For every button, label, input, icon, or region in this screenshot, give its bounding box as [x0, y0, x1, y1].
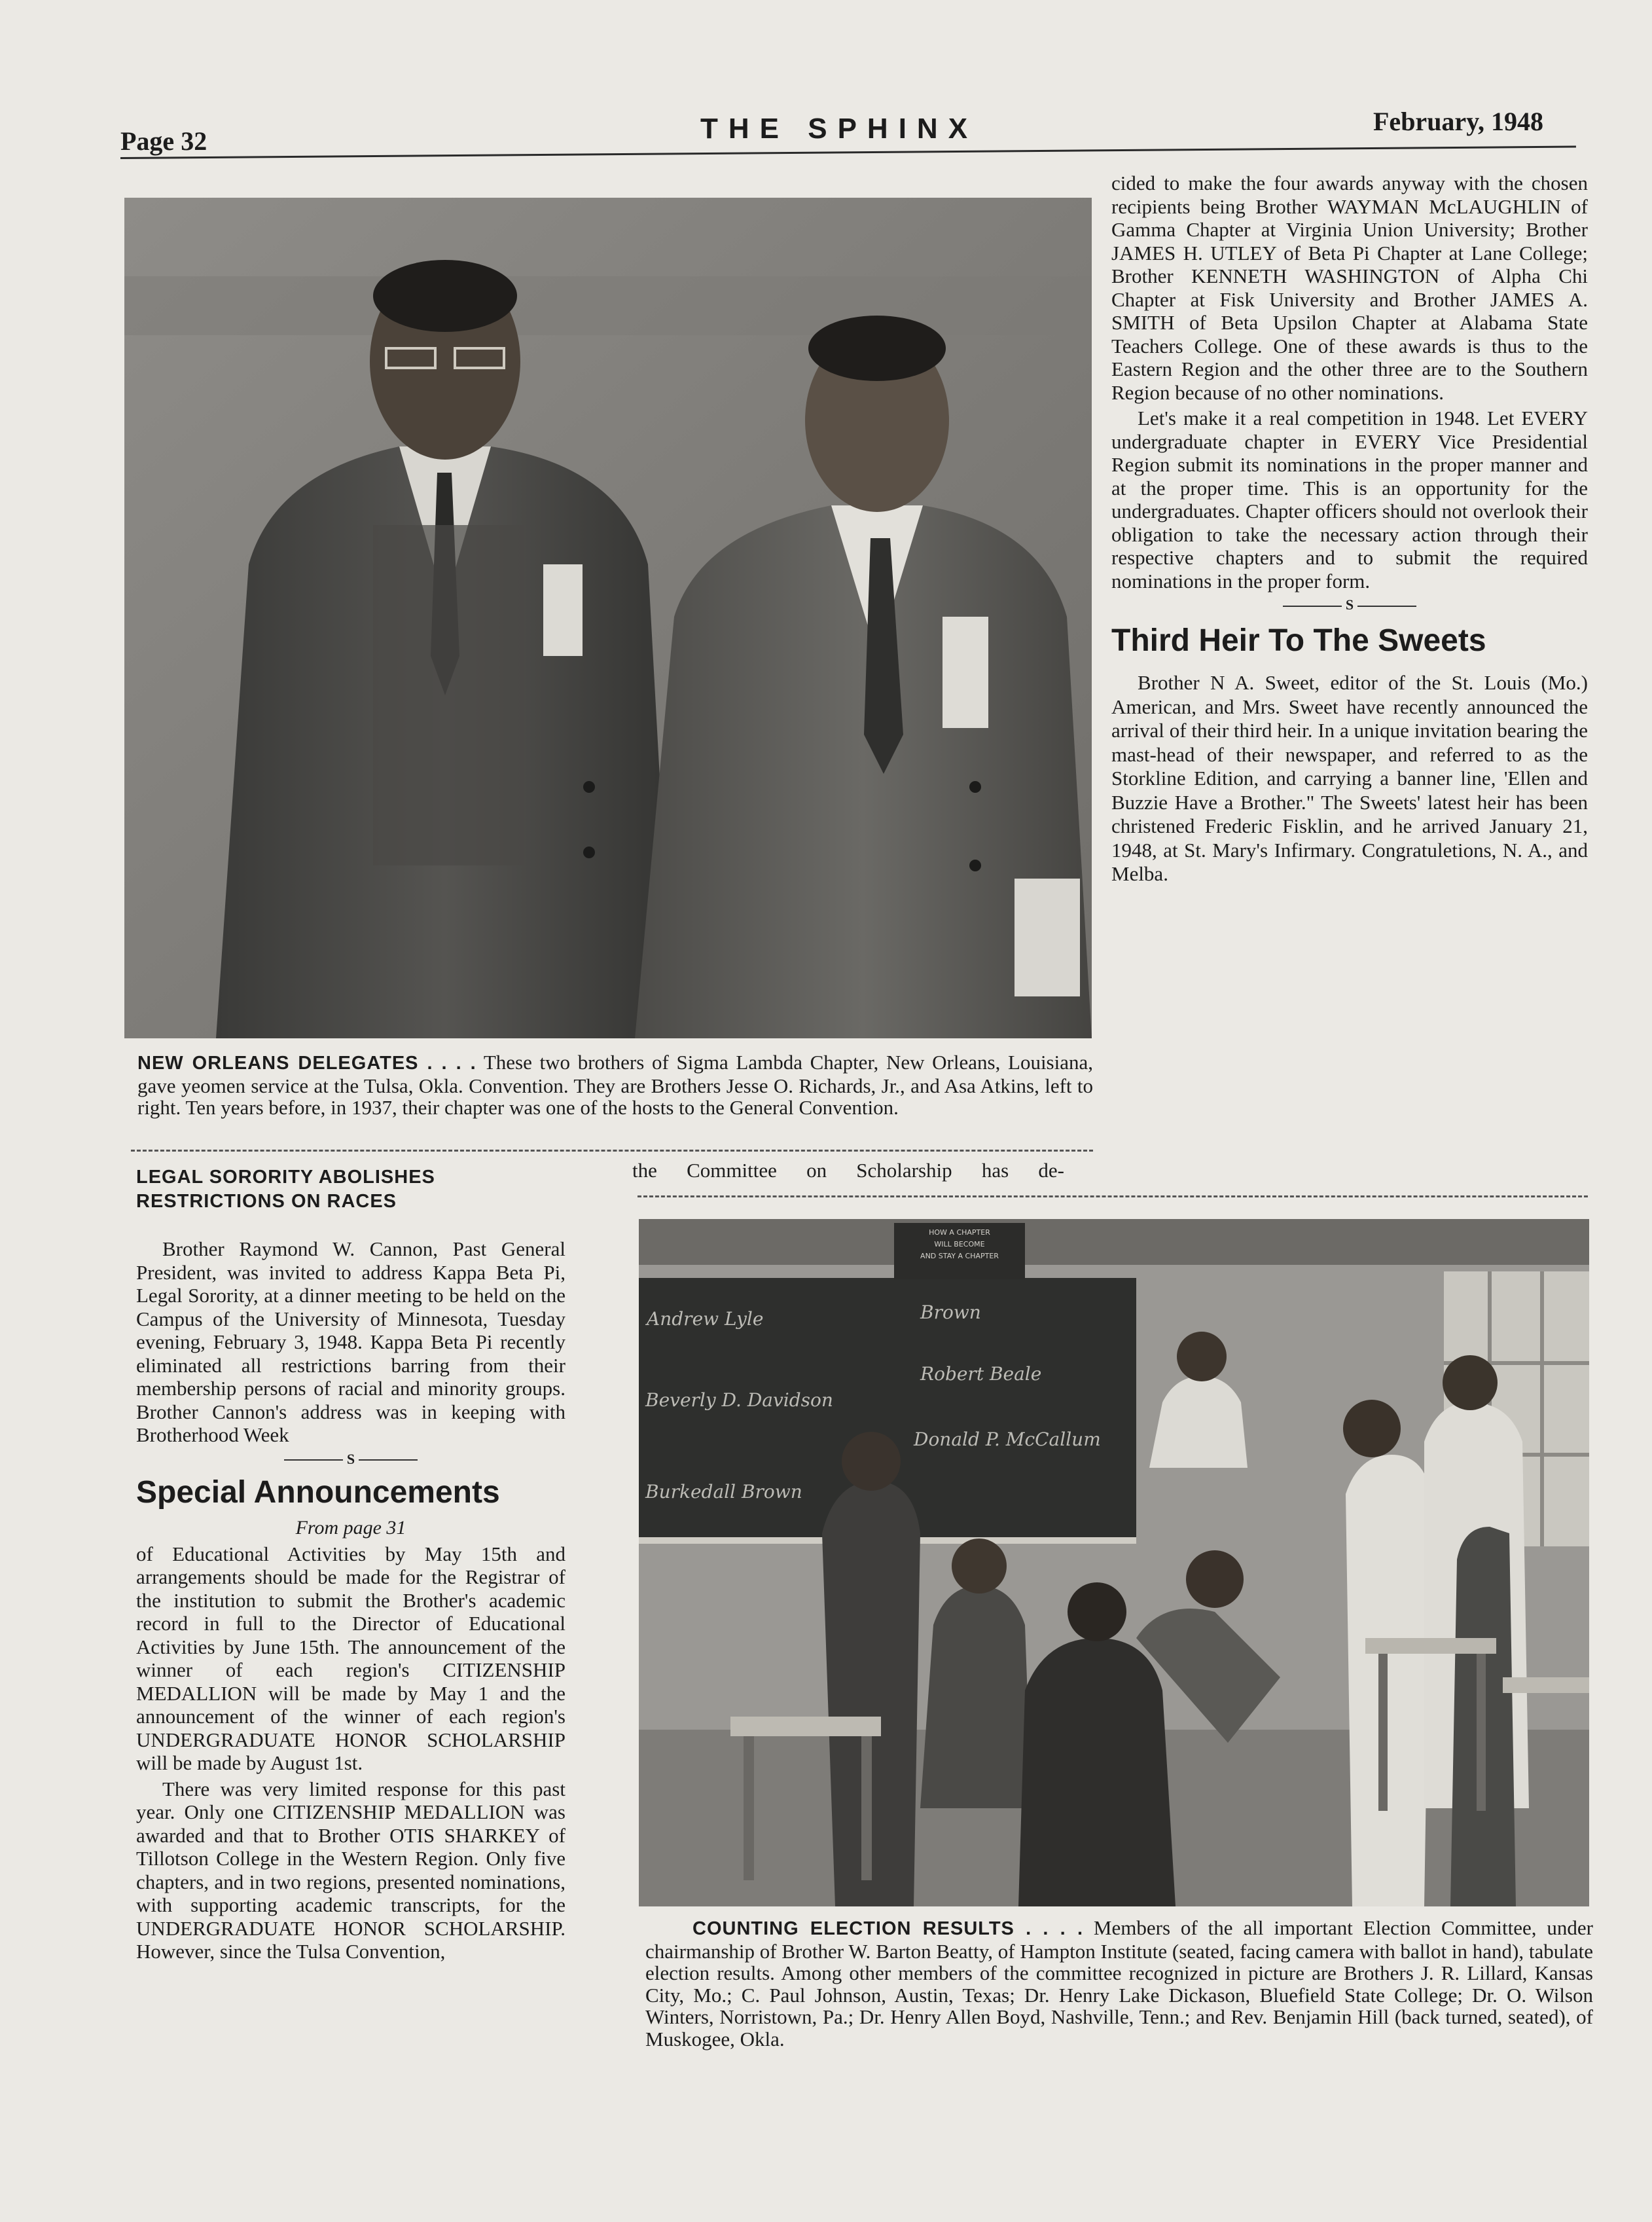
sorority-paragraph: Brother Raymond W. Cannon, Past General President, was invited to address Kappa Beta Pi, Legal Sorority, at a dinner meeting to be held on the Campus of the University of Minnesota, Tuesday evening, February 3, 1948. Kappa Beta Pi recently eliminated all restrictions barring from their membership persons of racial and minority groups. Brother Cannon's address was in keeping with Brotherhood Week: [136, 1237, 566, 1446]
counting-election-results-photo: [639, 1219, 1589, 1906]
top-photo-caption: [137, 1051, 1093, 1119]
chalkboard-name: Donald P. McCallum: [914, 1429, 1101, 1450]
chalkboard-name: Andrew Lyle: [647, 1308, 764, 1330]
top-caption-lead: NEW ORLEANS DELEGATES . . . .: [137, 1053, 476, 1074]
continued-from-note: From page 31: [295, 1516, 406, 1539]
announcements-separator: S: [136, 1451, 566, 1468]
bottom-photo-caption: [645, 1917, 1593, 2050]
special-announcements-heading: Special Announcements: [136, 1474, 500, 1510]
page-number: Page 32: [120, 126, 207, 156]
bottom-caption-lead: COUNTING ELECTION RESULTS . . . .: [692, 1918, 1084, 1939]
right-column: [1111, 172, 1588, 886]
classroom-sign: HOW A CHAPTER WILL BECOME AND STAY A CHAPTER: [920, 1228, 999, 1260]
chalkboard-name: Brown: [920, 1302, 981, 1323]
sorority-heading: LEGAL SORORITY ABOLISHES RESTRICTIONS ON RACES: [136, 1167, 435, 1212]
bottom-caption-text: Members of the all important Election Committee, under chairmanship of Brother W. Barton Beatty, of Hampton Institute (seated, facing camera with ballot in hand), tabulate election results. Among other members of the committee recognized in picture are Brothers J. R. Lillard, Kansas City, Mo.; C. Paul Johnson, Austin, Texas; Dr. Henry Lake Dickason, Bluefield State College; Dr. O. Wilson Winters, Norristown, Pa.; Dr. Henry Allen Boyd, Nashville, Tenn.; and Rev. Benjamin Hill (back turned, seated), of Muskogee, Okla.: [645, 1916, 1593, 2050]
chalkboard-name: Beverly D. Davidson: [645, 1389, 833, 1411]
third-heir-heading: Third Heir To The Sweets: [1111, 623, 1486, 658]
educational-activities-paragraph: of Educational Activities by May 15th and arrangements should be made for the Registrar of the institution to submit the Brother's academic record in full to the Director of Educational Activities by June 15th. The announcement of the winner of each region's CITIZENSHIP MEDALLION will be made by May 1 and the announcement of the winner of each region's UNDERGRADUATE HONOR SCHOLARSHIP will be made by August 1st.: [136, 1542, 566, 1774]
header-rule: [120, 146, 1576, 159]
scholarship-committee-line: the Committee on Scholarship has de-: [632, 1159, 1064, 1182]
chalkboard-names: [639, 1291, 1136, 1540]
middle-column-fragment: [632, 1159, 1064, 1182]
section-separator: S: [1111, 596, 1588, 613]
publication-title: THE SPHINX: [700, 113, 979, 145]
awards-paragraph: cided to make the four awards anyway with the chosen recipients being Brother WAYMAN McLAUGHLIN of Gamma Chapter at Virginia Union University; Brother JAMES H. UTLEY of Beta Pi Chapter at Lane College; Brother KENNETH WASHINGTON of Alpha Chi Chapter at Fisk University and Brother JAMES A. SMITH of Beta Upsilon Chapter at Alabama State Teachers College. One of these awards is thus to the Eastern Region and the other three are to the Southern Region because of no other nominations.: [1111, 172, 1588, 404]
delegates-photo-illustration: [124, 198, 1092, 1038]
right-column-divider: [637, 1195, 1588, 1197]
limited-response-paragraph: There was very limited response for this past year. Only one CITIZENSHIP MEDALLION was awarded and that to Brother OTIS SHARKEY of Tillotson College in the Western Region. Only five chapters, and in two regions, presented nominations, with supporting academic transcripts, for the UNDERGRADUATE HONOR SCHOLARSHIP. However, since the Tulsa Convention,: [136, 1777, 566, 1963]
chalkboard-name: Burkedall Brown: [645, 1481, 802, 1503]
top-caption-divider: [131, 1150, 1093, 1152]
issue-date: February, 1948: [1373, 107, 1543, 136]
left-column: [136, 1165, 566, 1963]
competition-paragraph: Let's make it a real competition in 1948. Let EVERY undergraduate chapter in EVERY Vice Presidential Region submit its nominations in the proper manner and at the proper time. This is an opportunity for the undergraduates. Chapter officers should not overlook their obligation to take the necessary action through their respective chapters and to submit the required nominations in the proper form.: [1111, 407, 1588, 592]
new-orleans-delegates-photo: [124, 198, 1092, 1038]
top-caption-text: These two brothers of Sigma Lambda Chapter, New Orleans, Louisiana, gave yeomen service at the Tulsa, Okla. Convention. They are Brothers Jesse O. Richards, Jr., and Asa Atkins, left to right. Ten years before, in 1937, their chapter was one of the hosts to the General Convention.: [137, 1051, 1094, 1119]
chalkboard-name: Robert Beale: [920, 1363, 1042, 1385]
third-heir-paragraph: Brother N A. Sweet, editor of the St. Louis (Mo.) American, and Mrs. Sweet have recently announced the arrival of their third heir. In a unique invitation bearing the mast-head of their newspaper, and referred to as the Storkline Edition, and carrying a banner line, 'Ellen and Buzzie Have a Brother." The Sweets' latest heir has been christened Frederic Fisklin, and he arrived January 21, 1948, at St. Mary's Infirmary. Congratuletions, N. A., and Melba.: [1111, 671, 1588, 885]
